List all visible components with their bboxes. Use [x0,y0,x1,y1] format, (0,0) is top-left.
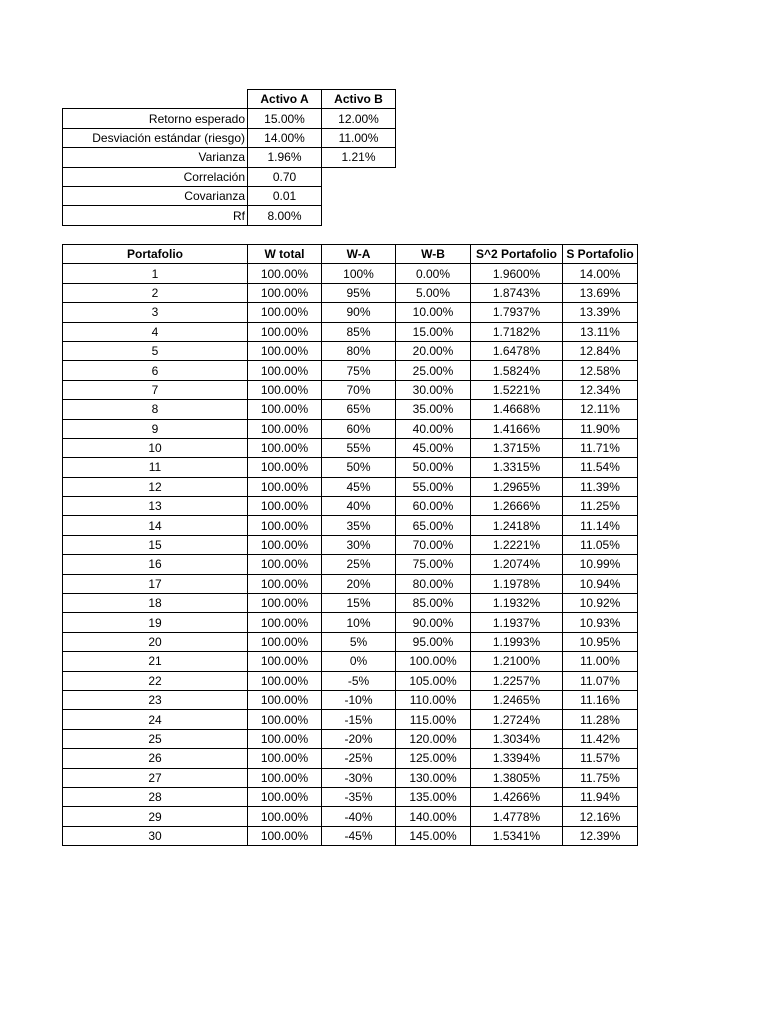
params-header-row [63,90,396,109]
w-a-cell: 25% [322,555,396,574]
header-portafolio: Portafolio [63,245,248,264]
portfolio-number-cell: 30 [63,826,248,845]
s-portafolio-cell: 11.71% [563,438,638,457]
w-total-cell: 100.00% [248,594,322,613]
table-row [63,787,638,806]
s-portafolio-cell: 11.57% [563,749,638,768]
s2-portafolio-cell: 1.4266% [471,787,563,806]
portfolio-number-cell: 9 [63,419,248,438]
w-total-cell: 100.00% [248,690,322,709]
s2-portafolio-cell: 1.4668% [471,400,563,419]
w-total-cell: 100.00% [248,322,322,341]
w-a-cell: 0% [322,652,396,671]
s2-portafolio-cell: 1.5341% [471,826,563,845]
w-a-cell: -20% [322,729,396,748]
s-portafolio-cell: 11.28% [563,710,638,729]
w-a-cell: 100% [322,264,396,283]
w-total-cell: 100.00% [248,400,322,419]
s-portafolio-cell: 10.93% [563,613,638,632]
table-row [63,535,638,554]
s2-portafolio-cell: 1.2724% [471,710,563,729]
table-row [63,264,638,283]
s-portafolio-cell: 10.99% [563,555,638,574]
s-portafolio-cell: 12.84% [563,341,638,360]
portfolio-number-cell: 24 [63,710,248,729]
w-a-cell: 5% [322,632,396,651]
w-b-cell: 10.00% [396,303,471,322]
w-a-cell: 60% [322,419,396,438]
portfolio-number-cell: 14 [63,516,248,535]
w-b-cell: 5.00% [396,283,471,302]
params-row [63,186,396,205]
w-b-cell: 100.00% [396,652,471,671]
params-row [63,206,396,225]
portfolio-number-cell: 15 [63,535,248,554]
params-row [63,109,396,128]
table-row [63,807,638,826]
w-total-cell: 100.00% [248,497,322,516]
table-row [63,303,638,322]
portfolio-number-cell: 18 [63,594,248,613]
s2-portafolio-cell: 1.3805% [471,768,563,787]
s2-portafolio-cell: 1.6478% [471,341,563,360]
s2-portafolio-cell: 1.9600% [471,264,563,283]
table-row [63,516,638,535]
w-total-cell: 100.00% [248,341,322,360]
w-a-cell: -15% [322,710,396,729]
portfolio-number-cell: 7 [63,380,248,399]
w-total-cell: 100.00% [248,380,322,399]
w-a-cell: 10% [322,613,396,632]
w-total-cell: 100.00% [248,652,322,671]
correlacion-value: 0.70 [248,167,322,186]
w-a-cell: 55% [322,438,396,457]
s-portafolio-cell: 11.54% [563,458,638,477]
varianza-a: 1.96% [248,148,322,167]
w-b-cell: 105.00% [396,671,471,690]
portfolio-table-body [63,264,638,846]
w-total-cell: 100.00% [248,632,322,651]
s-portafolio-cell: 11.07% [563,671,638,690]
portfolio-number-cell: 26 [63,749,248,768]
w-b-cell: 120.00% [396,729,471,748]
w-b-cell: 110.00% [396,690,471,709]
table-row [63,555,638,574]
s-portafolio-cell: 14.00% [563,264,638,283]
w-total-cell: 100.00% [248,574,322,593]
label-correlacion: Correlación [63,167,248,186]
w-b-cell: 115.00% [396,710,471,729]
w-a-cell: -10% [322,690,396,709]
w-total-cell: 100.00% [248,419,322,438]
table-row [63,749,638,768]
header-w-a: W-A [322,245,396,264]
w-b-cell: 30.00% [396,380,471,399]
s2-portafolio-cell: 1.2257% [471,671,563,690]
w-b-cell: 0.00% [396,264,471,283]
w-total-cell: 100.00% [248,807,322,826]
s2-portafolio-cell: 1.7937% [471,303,563,322]
w-a-cell: 75% [322,361,396,380]
w-a-cell: 85% [322,322,396,341]
table-row [63,322,638,341]
portfolio-number-cell: 29 [63,807,248,826]
s-portafolio-cell: 11.25% [563,497,638,516]
portfolio-number-cell: 21 [63,652,248,671]
table-row [63,574,638,593]
s-portafolio-cell: 11.90% [563,419,638,438]
empty-cell [322,167,396,186]
s2-portafolio-cell: 1.3315% [471,458,563,477]
w-total-cell: 100.00% [248,516,322,535]
w-a-cell: -25% [322,749,396,768]
w-a-cell: -30% [322,768,396,787]
label-retorno: Retorno esperado [63,109,248,128]
s-portafolio-cell: 11.00% [563,652,638,671]
w-b-cell: 80.00% [396,574,471,593]
w-b-cell: 70.00% [396,535,471,554]
w-total-cell: 100.00% [248,555,322,574]
table-row [63,632,638,651]
params-row [63,148,396,167]
rf-value: 8.00% [248,206,322,225]
s-portafolio-cell: 13.69% [563,283,638,302]
params-row [63,167,396,186]
header-s2-portafolio: S^2 Portafolio [471,245,563,264]
s2-portafolio-cell: 1.8743% [471,283,563,302]
w-b-cell: 35.00% [396,400,471,419]
portfolio-number-cell: 19 [63,613,248,632]
w-a-cell: 15% [322,594,396,613]
w-a-cell: -40% [322,807,396,826]
header-activo-b: Activo B [322,90,396,109]
table-row [63,458,638,477]
w-b-cell: 15.00% [396,322,471,341]
table-row [63,710,638,729]
w-a-cell: 70% [322,380,396,399]
w-total-cell: 100.00% [248,749,322,768]
s-portafolio-cell: 11.75% [563,768,638,787]
s2-portafolio-cell: 1.1937% [471,613,563,632]
w-total-cell: 100.00% [248,768,322,787]
s2-portafolio-cell: 1.2465% [471,690,563,709]
portfolio-number-cell: 20 [63,632,248,651]
s-portafolio-cell: 13.11% [563,322,638,341]
portfolio-number-cell: 13 [63,497,248,516]
label-rf: Rf [63,206,248,225]
label-varianza: Varianza [63,148,248,167]
header-w-total: W total [248,245,322,264]
s2-portafolio-cell: 1.3034% [471,729,563,748]
s-portafolio-cell: 12.34% [563,380,638,399]
s-portafolio-cell: 12.11% [563,400,638,419]
w-total-cell: 100.00% [248,283,322,302]
w-total-cell: 100.00% [248,438,322,457]
varianza-b: 1.21% [322,148,396,167]
w-total-cell: 100.00% [248,303,322,322]
table-row [63,477,638,496]
table-row [63,613,638,632]
s-portafolio-cell: 10.92% [563,594,638,613]
w-b-cell: 140.00% [396,807,471,826]
w-total-cell: 100.00% [248,264,322,283]
w-b-cell: 55.00% [396,477,471,496]
table-row [63,400,638,419]
portfolio-number-cell: 28 [63,787,248,806]
table-row [63,594,638,613]
portfolio-number-cell: 17 [63,574,248,593]
w-b-cell: 135.00% [396,787,471,806]
portfolio-number-cell: 12 [63,477,248,496]
w-a-cell: 35% [322,516,396,535]
asset-parameters-table [62,89,396,226]
w-b-cell: 25.00% [396,361,471,380]
w-b-cell: 65.00% [396,516,471,535]
portfolio-header-row [63,245,638,264]
s2-portafolio-cell: 1.4778% [471,807,563,826]
empty-cell [322,206,396,225]
w-a-cell: 80% [322,341,396,360]
empty-cell [322,186,396,205]
portfolio-number-cell: 2 [63,283,248,302]
w-b-cell: 75.00% [396,555,471,574]
w-total-cell: 100.00% [248,710,322,729]
portfolio-number-cell: 1 [63,264,248,283]
s2-portafolio-cell: 1.2221% [471,535,563,554]
w-a-cell: 95% [322,283,396,302]
w-total-cell: 100.00% [248,826,322,845]
w-a-cell: 30% [322,535,396,554]
w-b-cell: 85.00% [396,594,471,613]
portfolio-number-cell: 3 [63,303,248,322]
s-portafolio-cell: 11.42% [563,729,638,748]
s-portafolio-cell: 12.58% [563,361,638,380]
w-b-cell: 60.00% [396,497,471,516]
table-row [63,768,638,787]
portfolio-number-cell: 6 [63,361,248,380]
s2-portafolio-cell: 1.2074% [471,555,563,574]
portfolio-number-cell: 16 [63,555,248,574]
table-row [63,729,638,748]
s-portafolio-cell: 10.94% [563,574,638,593]
w-a-cell: 45% [322,477,396,496]
table-row [63,341,638,360]
header-w-b: W-B [396,245,471,264]
w-b-cell: 130.00% [396,768,471,787]
s-portafolio-cell: 12.39% [563,826,638,845]
w-b-cell: 45.00% [396,438,471,457]
retorno-a: 15.00% [248,109,322,128]
s2-portafolio-cell: 1.7182% [471,322,563,341]
w-b-cell: 40.00% [396,419,471,438]
s-portafolio-cell: 10.95% [563,632,638,651]
w-b-cell: 125.00% [396,749,471,768]
table-row [63,690,638,709]
table-row [63,283,638,302]
s2-portafolio-cell: 1.3715% [471,438,563,457]
w-b-cell: 90.00% [396,613,471,632]
s2-portafolio-cell: 1.2100% [471,652,563,671]
covarianza-value: 0.01 [248,186,322,205]
w-total-cell: 100.00% [248,787,322,806]
w-b-cell: 20.00% [396,341,471,360]
portfolio-number-cell: 8 [63,400,248,419]
header-activo-a: Activo A [248,90,322,109]
w-total-cell: 100.00% [248,458,322,477]
s2-portafolio-cell: 1.1978% [471,574,563,593]
w-total-cell: 100.00% [248,613,322,632]
w-a-cell: -5% [322,671,396,690]
portfolio-number-cell: 23 [63,690,248,709]
s-portafolio-cell: 11.39% [563,477,638,496]
portfolio-number-cell: 11 [63,458,248,477]
s-portafolio-cell: 11.16% [563,690,638,709]
s2-portafolio-cell: 1.5221% [471,380,563,399]
portfolio-number-cell: 4 [63,322,248,341]
w-total-cell: 100.00% [248,535,322,554]
desviacion-a: 14.00% [248,128,322,147]
w-a-cell: 90% [322,303,396,322]
s-portafolio-cell: 11.14% [563,516,638,535]
params-corner [63,90,248,109]
s2-portafolio-cell: 1.2965% [471,477,563,496]
s2-portafolio-cell: 1.3394% [471,749,563,768]
s2-portafolio-cell: 1.5824% [471,361,563,380]
label-desviacion: Desviación estándar (riesgo) [63,128,248,147]
w-a-cell: 65% [322,400,396,419]
w-total-cell: 100.00% [248,361,322,380]
w-b-cell: 145.00% [396,826,471,845]
w-total-cell: 100.00% [248,671,322,690]
table-row [63,652,638,671]
s-portafolio-cell: 11.05% [563,535,638,554]
s-portafolio-cell: 12.16% [563,807,638,826]
s-portafolio-cell: 11.94% [563,787,638,806]
w-a-cell: -35% [322,787,396,806]
s-portafolio-cell: 13.39% [563,303,638,322]
table-row [63,380,638,399]
w-b-cell: 50.00% [396,458,471,477]
w-a-cell: 50% [322,458,396,477]
w-b-cell: 95.00% [396,632,471,651]
label-covarianza: Covarianza [63,186,248,205]
retorno-b: 12.00% [322,109,396,128]
table-row [63,361,638,380]
w-a-cell: 40% [322,497,396,516]
table-row [63,826,638,845]
w-total-cell: 100.00% [248,729,322,748]
table-row [63,671,638,690]
portfolio-number-cell: 10 [63,438,248,457]
s2-portafolio-cell: 1.1993% [471,632,563,651]
header-s-portafolio: S Portafolio [563,245,638,264]
portfolio-number-cell: 27 [63,768,248,787]
s2-portafolio-cell: 1.2666% [471,497,563,516]
portfolio-table [62,244,638,846]
w-a-cell: 20% [322,574,396,593]
table-row [63,419,638,438]
table-row [63,497,638,516]
desviacion-b: 11.00% [322,128,396,147]
s2-portafolio-cell: 1.2418% [471,516,563,535]
params-row [63,128,396,147]
w-total-cell: 100.00% [248,477,322,496]
s2-portafolio-cell: 1.4166% [471,419,563,438]
table-row [63,438,638,457]
portfolio-number-cell: 25 [63,729,248,748]
w-a-cell: -45% [322,826,396,845]
s2-portafolio-cell: 1.1932% [471,594,563,613]
portfolio-number-cell: 22 [63,671,248,690]
portfolio-number-cell: 5 [63,341,248,360]
